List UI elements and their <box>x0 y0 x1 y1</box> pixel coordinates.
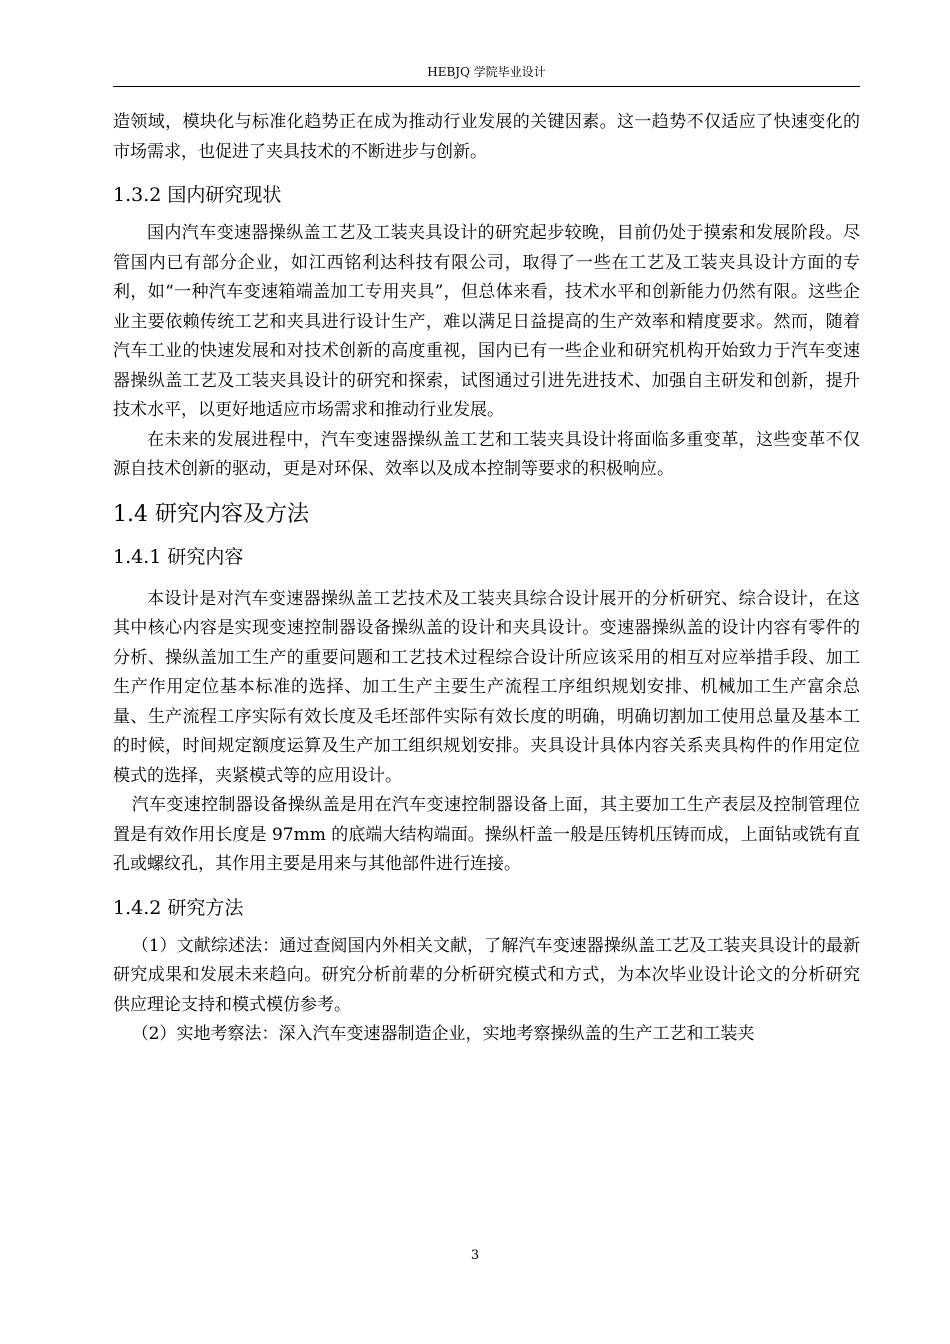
header-divider <box>113 86 860 87</box>
paragraph-method-1: （1）文献综述法：通过查阅国内外相关文献，了解汽车变速器操纵盖工艺及工装夹具设计的最新研究成果和发展未来趋向。研究分析前辈的分析研究模式和方式，为本次毕业设计论文的分析研究供应理论支持和模式模仿参考。 <box>113 935 860 1015</box>
paragraph-domestic-status-2: 在未来的发展进程中，汽车变速器操纵盖工艺和工装夹具设计将面临多重变革，这些变革不仅源自技术创新的驱动，更是对环保、效率以及成本控制等要求的积极响应。 <box>113 429 860 479</box>
document-body <box>113 108 860 1050</box>
heading-1-4-2: 1.4.2 研究方法 <box>113 896 244 919</box>
heading-1-4-1: 1.4.1 研究内容 <box>113 545 244 568</box>
page-number: 3 <box>470 1248 480 1263</box>
paragraph-research-content-2: 汽车变速控制器设备操纵盖是用在汽车变速控制器设备上面，其主要加工生产表层及控制管理位置是有效作用长度是 97mm 的底端大结构端面。操纵杆盖一般是压铸机压铸而成，上面钻或铣有直孔或螺纹孔，其作用主要是用来与其他部件进行连接。 <box>113 795 860 874</box>
page-header: HEBJQ 学院毕业设计 <box>427 65 546 79</box>
paragraph-domestic-status-1: 国内汽车变速器操纵盖工艺及工装夹具设计的研究起步较晚，目前仍处于摸索和发展阶段。尽管国内已有部分企业，如江西铭利达科技有限公司，取得了一些在工艺及工装夹具设计方面的专利，如“一种汽车变速箱端盖加工专用夹具”，但总体来看，技术水平和创新能力仍然有限。这些企业主要依赖传统工艺和夹具进行设计生产，难以满足日益提高的生产效率和精度要求。然而，随着汽车工业的快速发展和对技术创新的高度重视，国内已有一些企业和研究机构开始致力于汽车变速器操纵盖工艺及工装夹具设计的研究和探索，试图通过引进先进技术、加强自主研发和创新，提升技术水平，以更好地适应市场需求和推动行业发展。 <box>113 223 860 420</box>
heading-1-3-2: 1.3.2 国内研究现状 <box>113 184 282 206</box>
paragraph-intro: 造领域，模块化与标准化趋势正在成为推动行业发展的关键因素。这一趋势不仅适应了快速变化的市场需求，也促进了夹具技术的不断进步与创新。 <box>113 112 860 162</box>
heading-1-4: 1.4 研究内容及方法 <box>113 501 309 527</box>
paragraph-method-2: （2）实地考察法：深入汽车变速器制造企业，实地考察操纵盖的生产工艺和工装夹 <box>131 1024 755 1044</box>
paragraph-research-content-1: 本设计是对汽车变速器操纵盖工艺技术及工装夹具综合设计展开的分析研究、综合设计，在这其中核心内容是实现变速控制器设备操纵盖的设计和夹具设计。变速器操纵盖的设计内容有零件的分析、操纵盖加工生产的重要问题和工艺技术过程综合设计所应该采用的相互对应举措手段、加工生产作用定位基本标准的选择、加工生产主要生产流程工序组织规划安排、机械加工生产富余总量、生产流程工序实际有效长度及毛坯部件实际有效长度的明确，明确切割加工使用总量及基本工的时候，时间规定额度运算及生产加工组织规划安排。夹具设计具体内容关系夹具构件的作用定位模式的选择，夹紧模式等的应用设计。 <box>113 588 860 786</box>
